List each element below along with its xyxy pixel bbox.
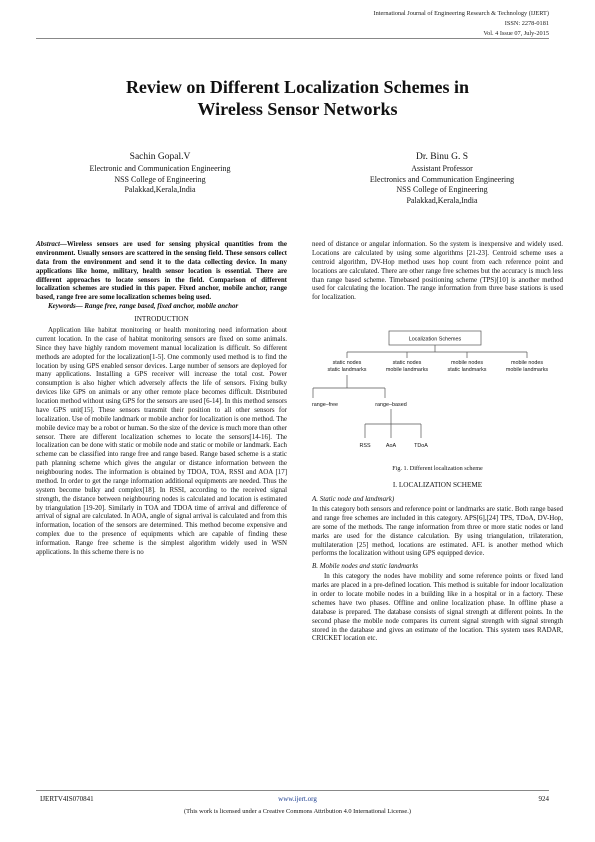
subsection-b-heading: B. Mobile nodes and static landmarks <box>312 562 419 571</box>
diagram-root-label: Localization Schemes <box>408 336 462 343</box>
journal-volume: Vol. 4 Issue 07, July-2015 <box>483 30 549 37</box>
footer-rule <box>36 790 549 791</box>
abstract <box>36 240 287 302</box>
diagram-rss-label: RSS <box>359 443 371 449</box>
author-2-name: Dr. Binu G. S <box>416 152 468 162</box>
journal-name: International Journal of Engineering Research & Technology (IJERT) <box>373 10 549 17</box>
author-2-affil-line: Palakkad,Kerala,India <box>406 195 478 205</box>
diagram-category-label: mobile nodes <box>510 360 544 366</box>
abstract-text: Wireless sensors are used for sensing physical quantities from the environment. Usually sensors are scattered in the sensing field. These sensors collect data from the environment and send it to the data collecting device. In many applications like home, military, health sensor location is essential. There are different approaches to locate sensors in the field. Comparison of different localization schemes are studied in this paper. Fixed anchor, mobile anchor, range based, range free are some localization schemes being used. <box>36 240 287 302</box>
paper-title-line-1: Review on Different Localization Schemes in <box>125 77 470 97</box>
author-2-affil-line: Assistant Professor <box>411 164 473 173</box>
diagram-category-label: mobile landmarks <box>385 367 429 373</box>
intro-paragraph: Application like habitat monitoring or health monitoring need information about current location. In the case of habitat monitoring sensors are fixed on some animals. Since they have highly random movement manual localization is difficult. So different methods are adopted for the localization[1-5]. One commonly used method is to find the location by using GPS enabled sensor devices. Large number of sensors are deployed for many applications. Installing a GPS receiver will increase the total cost. Power consumption is also higher which adversely affects the life of sensors. Fixing bulky devices like GPS on animals or any other remote place becomes difficult. Distributed location method without using GPS for the sensors are used [6-14]. In this method sensors have GPS unit[15]. These sensors transmit their position to all other sensors for localization. Use of mobile landmark or mobile anchor for localization is one method. The mobile device may be a robot or human. So the size of the device is much more than other sensor. There are different localization schemes to locate the sensors[14-16]. The localization can be done with static or mobile node and static or mobile or landmark. Each scheme can be classified into range free and range based. Range based scheme is a static path planning scheme which gives the angular or distance information between the neighbouring nodes. The information is obtained by TDOA, TOA, RSSI and AOA [17] method. In order to get the range information additional equipments are needed. Thus the system become bulky and complex[18]. In RSSI, according to the received signal strength, the distance between neighbouring nodes is calculated and location is estimated by triangulation [19-20]. Similarly in TOA and TDOA time of arrival and difference of arrival of signal are calculated. In AOA, angle of signal arrival is calculated and from this information, location of the sensors are determined. This method become expensive and complex due to the presence of equipments which are capable of finding these information. Range free scheme is the simplest algorithm widely used in WSN applications. In this scheme there is no <box>36 326 287 556</box>
author-1-affil-line: NSS College of Engineering <box>114 174 206 184</box>
diagram-aoa-label: AoA <box>385 443 397 449</box>
localization-schemes-diagram <box>305 328 565 460</box>
keywords-label: Keywords— <box>48 302 83 311</box>
author-1-affil-line: Palakkad,Kerala,India <box>124 185 196 194</box>
footer-url-link[interactable]: www.ijert.org <box>278 795 317 803</box>
subsection-b-text: In this category the nodes have mobility and some reference points or fixed land marks are placed in a pre-defined location. This method is suitable for indoor localization in order to locate mobile nodes in a building like in a hospital or in a factory. These schemes have two phases. Offline and online localization phase. In offline phase a database is prepared. The database consists of signal strength at different points. In the second phase the mobile node compares its current signal strength with signal strength stored in the database and gives an estimate of the location. This system uses RADAR, CRICKET location etc. <box>312 572 563 643</box>
right-column-bottom <box>312 480 563 643</box>
section-heading-localization: I. LOCALIZATION SCHEME <box>392 481 483 489</box>
diagram-range-based-label: range–based <box>375 402 407 408</box>
paper-title <box>30 76 565 120</box>
diagram-category-label: mobile landmarks <box>505 367 549 373</box>
intro-continuation: need of distance or angular information. So the system is inexpensive and widely used. Locations are calculated by using some algorithms [21-23]. Centroid scheme uses a centroid algorithm, DV-Hop method uses hop count from each reference point and locations are calculated. There are other range free schemes but the accuracy is much less than range based scheme. Timebased positioning scheme (TPS)[10] is another method used for calculating the location. The range information from three base stations is used for localization. <box>312 240 563 302</box>
diagram-tdoa-label: TDoA <box>414 443 428 449</box>
diagram-category-label: static landmarks <box>447 367 487 373</box>
footer-license: (This work is licensed under a Creative Commons Attribution 4.0 International License.) <box>184 808 411 815</box>
diagram-category-label: static landmarks <box>327 367 367 373</box>
right-column-top <box>312 240 563 302</box>
keywords-text: Range free, range based, fixed anchor, mobile anchor <box>82 302 239 311</box>
author-1-affil-line: Electronic and Communication Engineering <box>89 164 231 173</box>
journal-issn: ISSN: 2278-0181 <box>504 20 549 27</box>
figure-caption: Fig. 1. Different localization scheme <box>392 465 483 472</box>
header-rule <box>36 38 549 39</box>
left-column <box>36 240 287 557</box>
diagram-category-label: static nodes <box>392 360 422 366</box>
author-1 <box>40 151 280 196</box>
abstract-label: Abstract— <box>36 240 67 248</box>
diagram-category-label: static nodes <box>332 360 362 366</box>
keywords <box>36 302 287 311</box>
subsection-a-heading: A. Static node and landmark) <box>312 495 395 503</box>
footer-paper-id: IJERTV4IS070841 <box>40 795 94 803</box>
author-2 <box>322 151 562 206</box>
footer-page-number: 924 <box>538 795 549 803</box>
author-2-affil-line: Electronics and Communication Engineering <box>369 174 515 184</box>
diagram-category-label: mobile nodes <box>450 360 484 366</box>
intro-heading: INTRODUCTION <box>134 315 189 323</box>
author-1-name: Sachin Gopal.V <box>129 152 191 162</box>
paper-title-line-2: Wireless Sensor Networks <box>197 99 398 119</box>
author-2-affil-line: NSS College of Engineering <box>396 185 488 194</box>
diagram-range-free-label: range–free <box>311 402 339 408</box>
subsection-a-text: In this category both sensors and reference point or landmarks are static. Both range based and range free schemes are included in this category. APS[6],[24] TPS, TDoA, DV-Hop, are some of the methods. The range information from three or more static nodes or land marks are used for the distance calculation. By using triangulation, trilateration, multilateration [25] method, locations are estimated. AFL is another method which performs the localization without using GPS equipped device. <box>312 505 564 558</box>
